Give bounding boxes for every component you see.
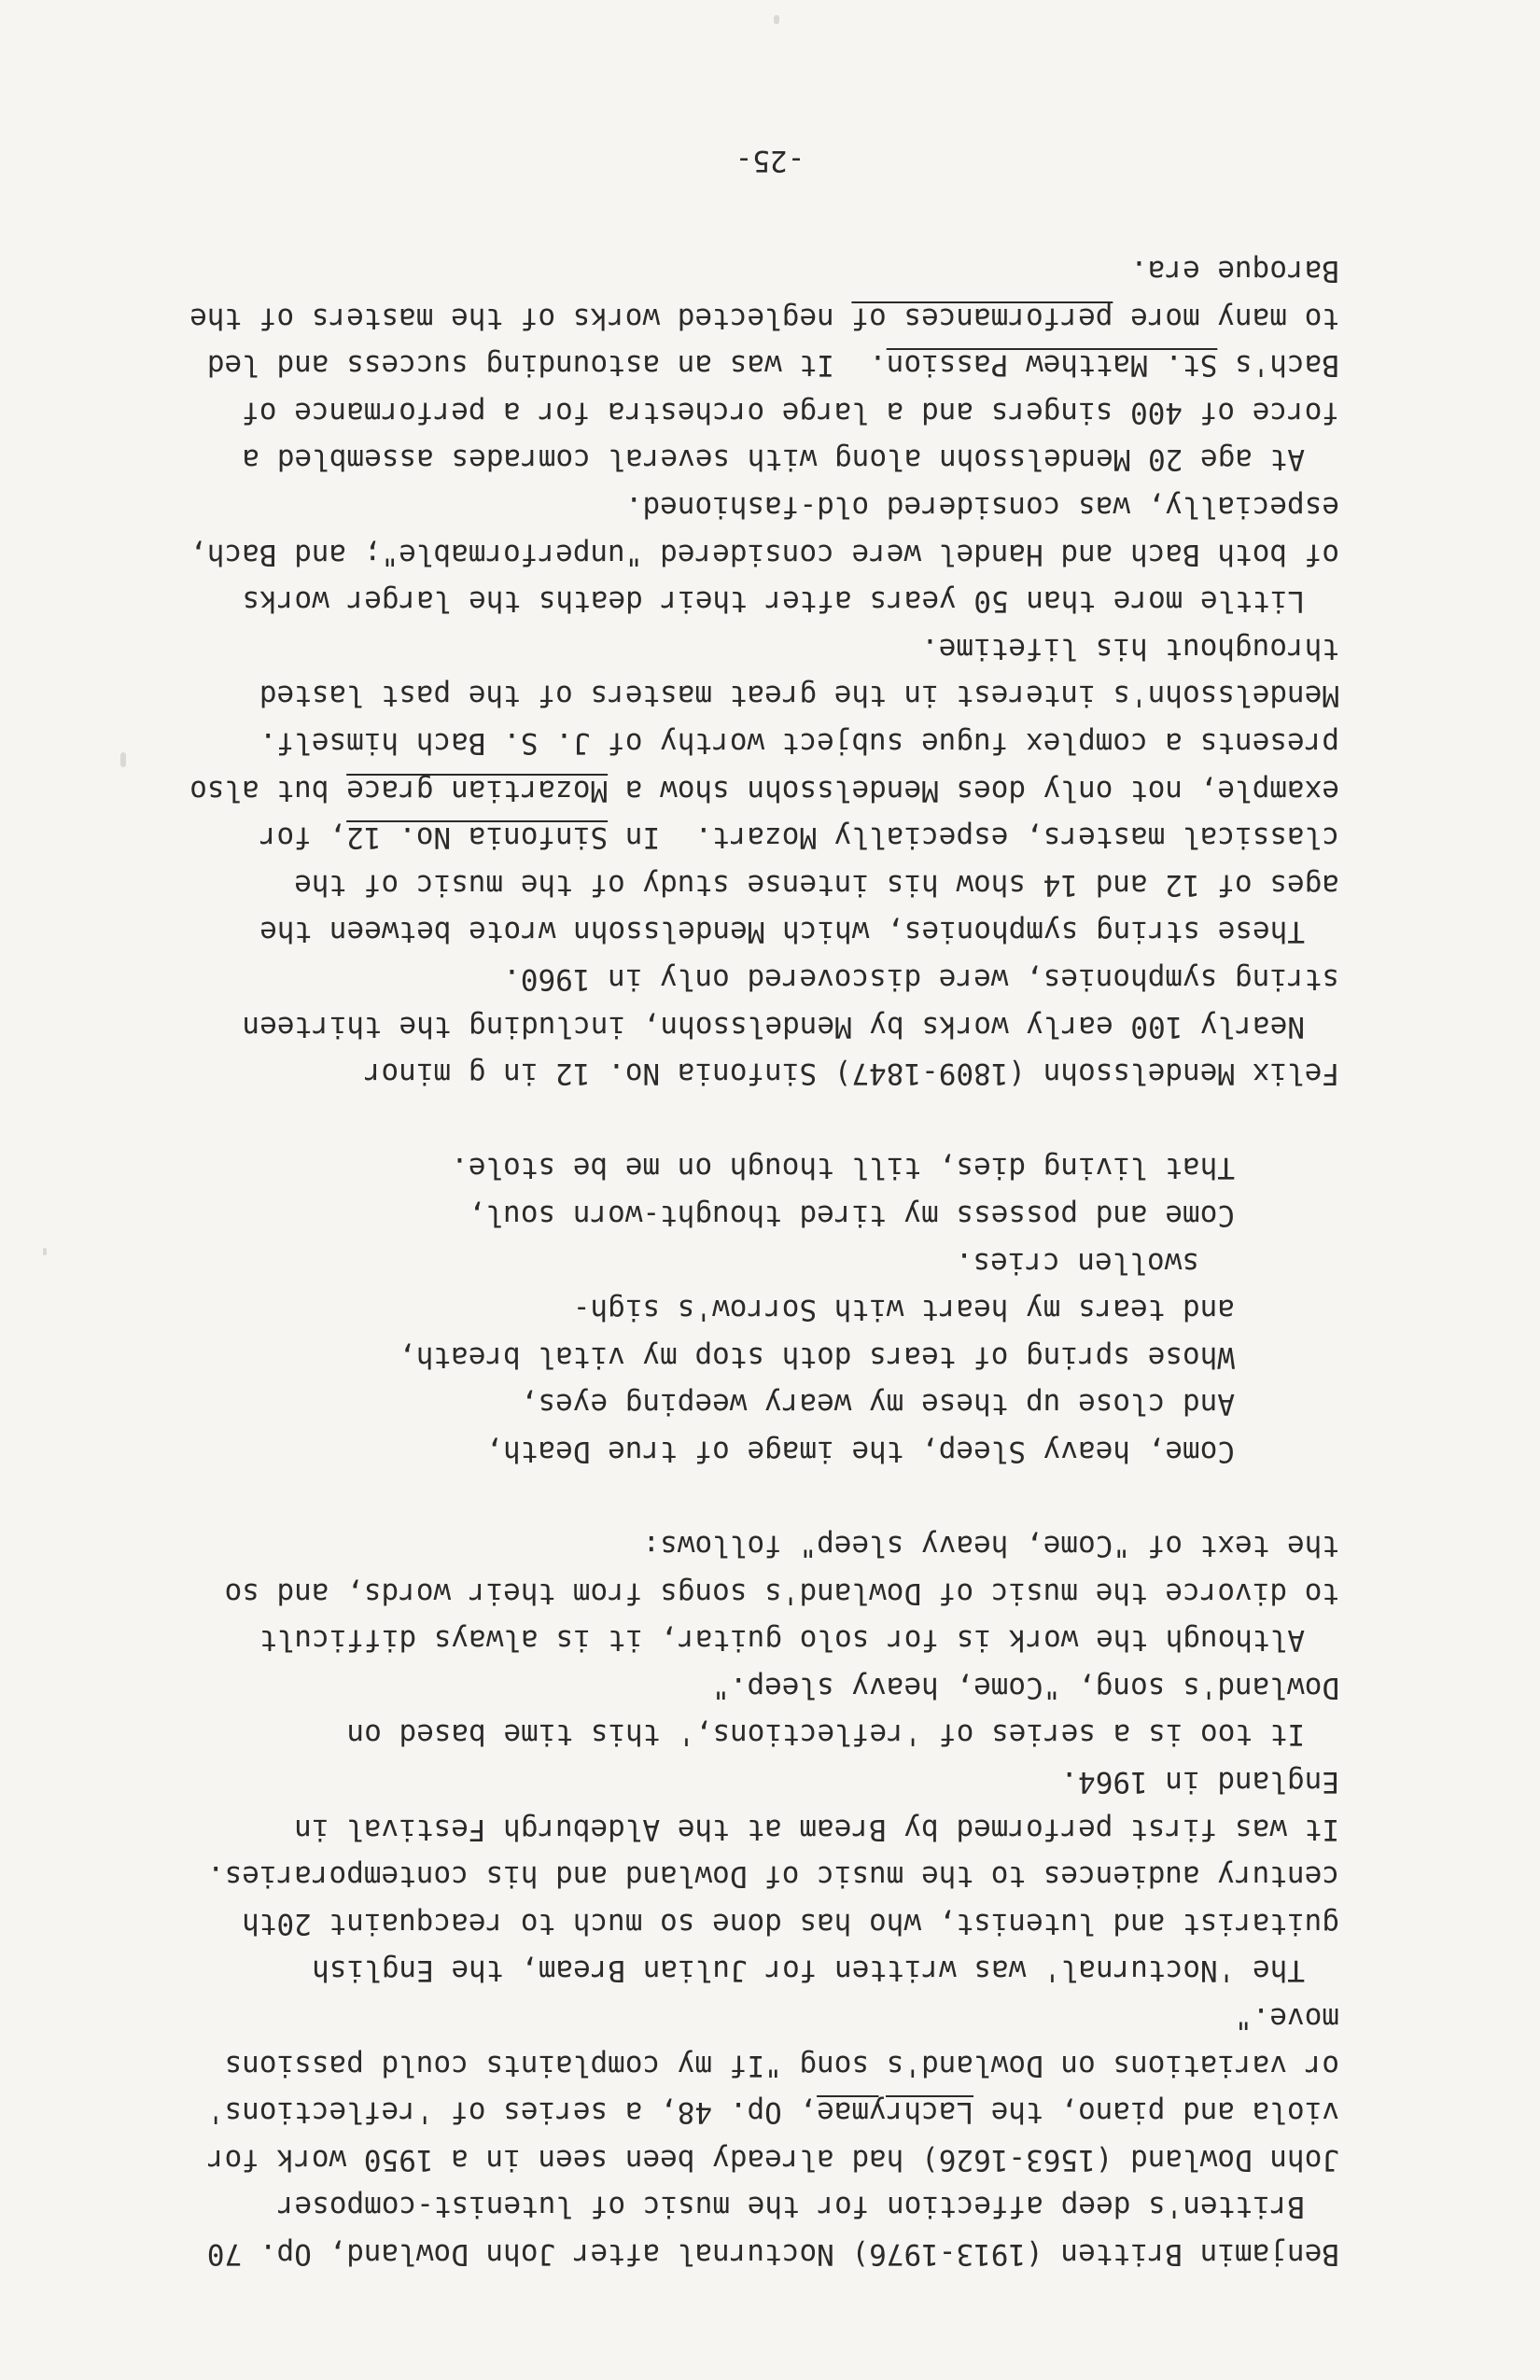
underlined-title: Lachrymae	[817, 2095, 974, 2130]
paper-smudge-mark	[43, 1248, 47, 1255]
text-line: throughout his lifetime.	[921, 631, 1339, 665]
text-line: It was first performed by Bream at the Aldeburgh Festival in	[294, 1812, 1339, 1846]
poem-line: Come and possess my tired thought-worn soul,	[468, 1197, 1235, 1232]
text-line: presents a complex fugue subject worthy of J. S. Bach himself.	[259, 726, 1339, 760]
text-line: Bach's St. Matthew Passion. It was an astounding success and led	[206, 348, 1339, 383]
poem-line: Whose spring of tears doth stop my vital breath,	[399, 1339, 1235, 1374]
poem-line: And close up these my weary weeping eyes,	[520, 1387, 1235, 1421]
poem-line: That living dies, till though on me be stole.	[451, 1151, 1235, 1185]
poem-line: Come, heavy Sleep, the image of true Death,	[485, 1434, 1235, 1468]
text-line: Nearly 100 early works by Mendelssohn, including the thirteen	[242, 1009, 1305, 1043]
text-line: At age 20 Mendelssohn along with several comrades assembled a	[242, 442, 1305, 477]
text-line: string symphonies, were discovered only in 1960.	[503, 961, 1339, 996]
text-line: Dowland's song, "Come, heavy sleep."	[712, 1670, 1339, 1704]
text-line: Benjamin Britten (1913-1976) Nocturnal after John Dowland, Op. 70	[206, 2237, 1339, 2271]
text-line: Britten's deep affection for the music of lutenist-composer	[276, 2190, 1305, 2224]
underlined-title: Mozartian grace	[346, 773, 609, 807]
text-line: force of 400 singers and a large orchestra for a performance of	[242, 395, 1339, 429]
text-line: of both Bach and Handel were considered "unperformable"; and Bach,	[189, 537, 1339, 571]
blank-line	[107, 1475, 1339, 1522]
text-line: or variations on Dowland's song "If my complaints could passions	[224, 2048, 1339, 2082]
text-line: especially, was considered old-fashioned.	[624, 490, 1339, 525]
text-line: to many more performances of neglected works of the masters of the	[189, 301, 1339, 335]
underlined-title: performances of	[851, 301, 1113, 335]
paper-smudge-mark	[774, 15, 779, 24]
blank-line	[107, 1097, 1339, 1144]
text-line: John Dowland (1563-1626) had already been seen in a 1950 work for	[206, 2142, 1339, 2177]
text-line: The 'Nocturnal' was written for Julian Bream, the English	[312, 1953, 1305, 1988]
text-line: Mendelssohn's interest in the great masters of the past lasted	[259, 679, 1339, 713]
text-line: classical masters, especially Mozart. In Sinfonia No. 12, for	[259, 820, 1339, 855]
text-line: to divorce the music of Dowland's songs from their words, and so	[224, 1575, 1339, 1610]
text-line: the text of "Come, heavy sleep" follows:	[642, 1529, 1339, 1563]
poem-line: and tears my heart with Sorrow's sigh-	[572, 1293, 1235, 1327]
page-body-text	[107, 246, 1339, 2277]
text-line: These string symphonies, which Mendelssohn wrote between the	[259, 915, 1305, 949]
text-line: Little more than 50 years after their deaths the larger works	[242, 584, 1305, 619]
text-line: It too is a series of 'reflections,' this time based on	[346, 1717, 1305, 1752]
text-line: Although the work is for solo guitar, it is always difficult	[259, 1623, 1305, 1658]
text-line: England in 1964.	[1060, 1765, 1339, 1799]
text-line: move."	[1235, 2001, 1339, 2036]
text-line: viola and piano, the Lachrymae, Op. 48, a series of 'reflections'	[206, 2095, 1339, 2130]
text-line: ages of 12 and 14 show his intense study of the music of the	[294, 867, 1339, 902]
underlined-title: St. Matthew Passion	[886, 348, 1218, 383]
poem-line: swollen cries.	[955, 1245, 1199, 1280]
text-line: example, not only does Mendelssohn show a Mozartian grace but also	[189, 773, 1339, 807]
text-line: Felix Mendelssohn (1809-1847) Sinfonia No. 12 in g minor	[363, 1057, 1339, 1091]
text-line: Baroque era.	[1130, 254, 1339, 288]
page-number: -25-	[735, 144, 805, 177]
underlined-title: Sinfonia No. 12	[346, 820, 609, 855]
paper-smudge-mark	[120, 752, 126, 767]
text-line: guitarist and lutenist, who has done so much to reacquaint 20th	[242, 1906, 1339, 1940]
text-line: century audiences to the music of Dowland and his contemporaries.	[206, 1859, 1339, 1894]
